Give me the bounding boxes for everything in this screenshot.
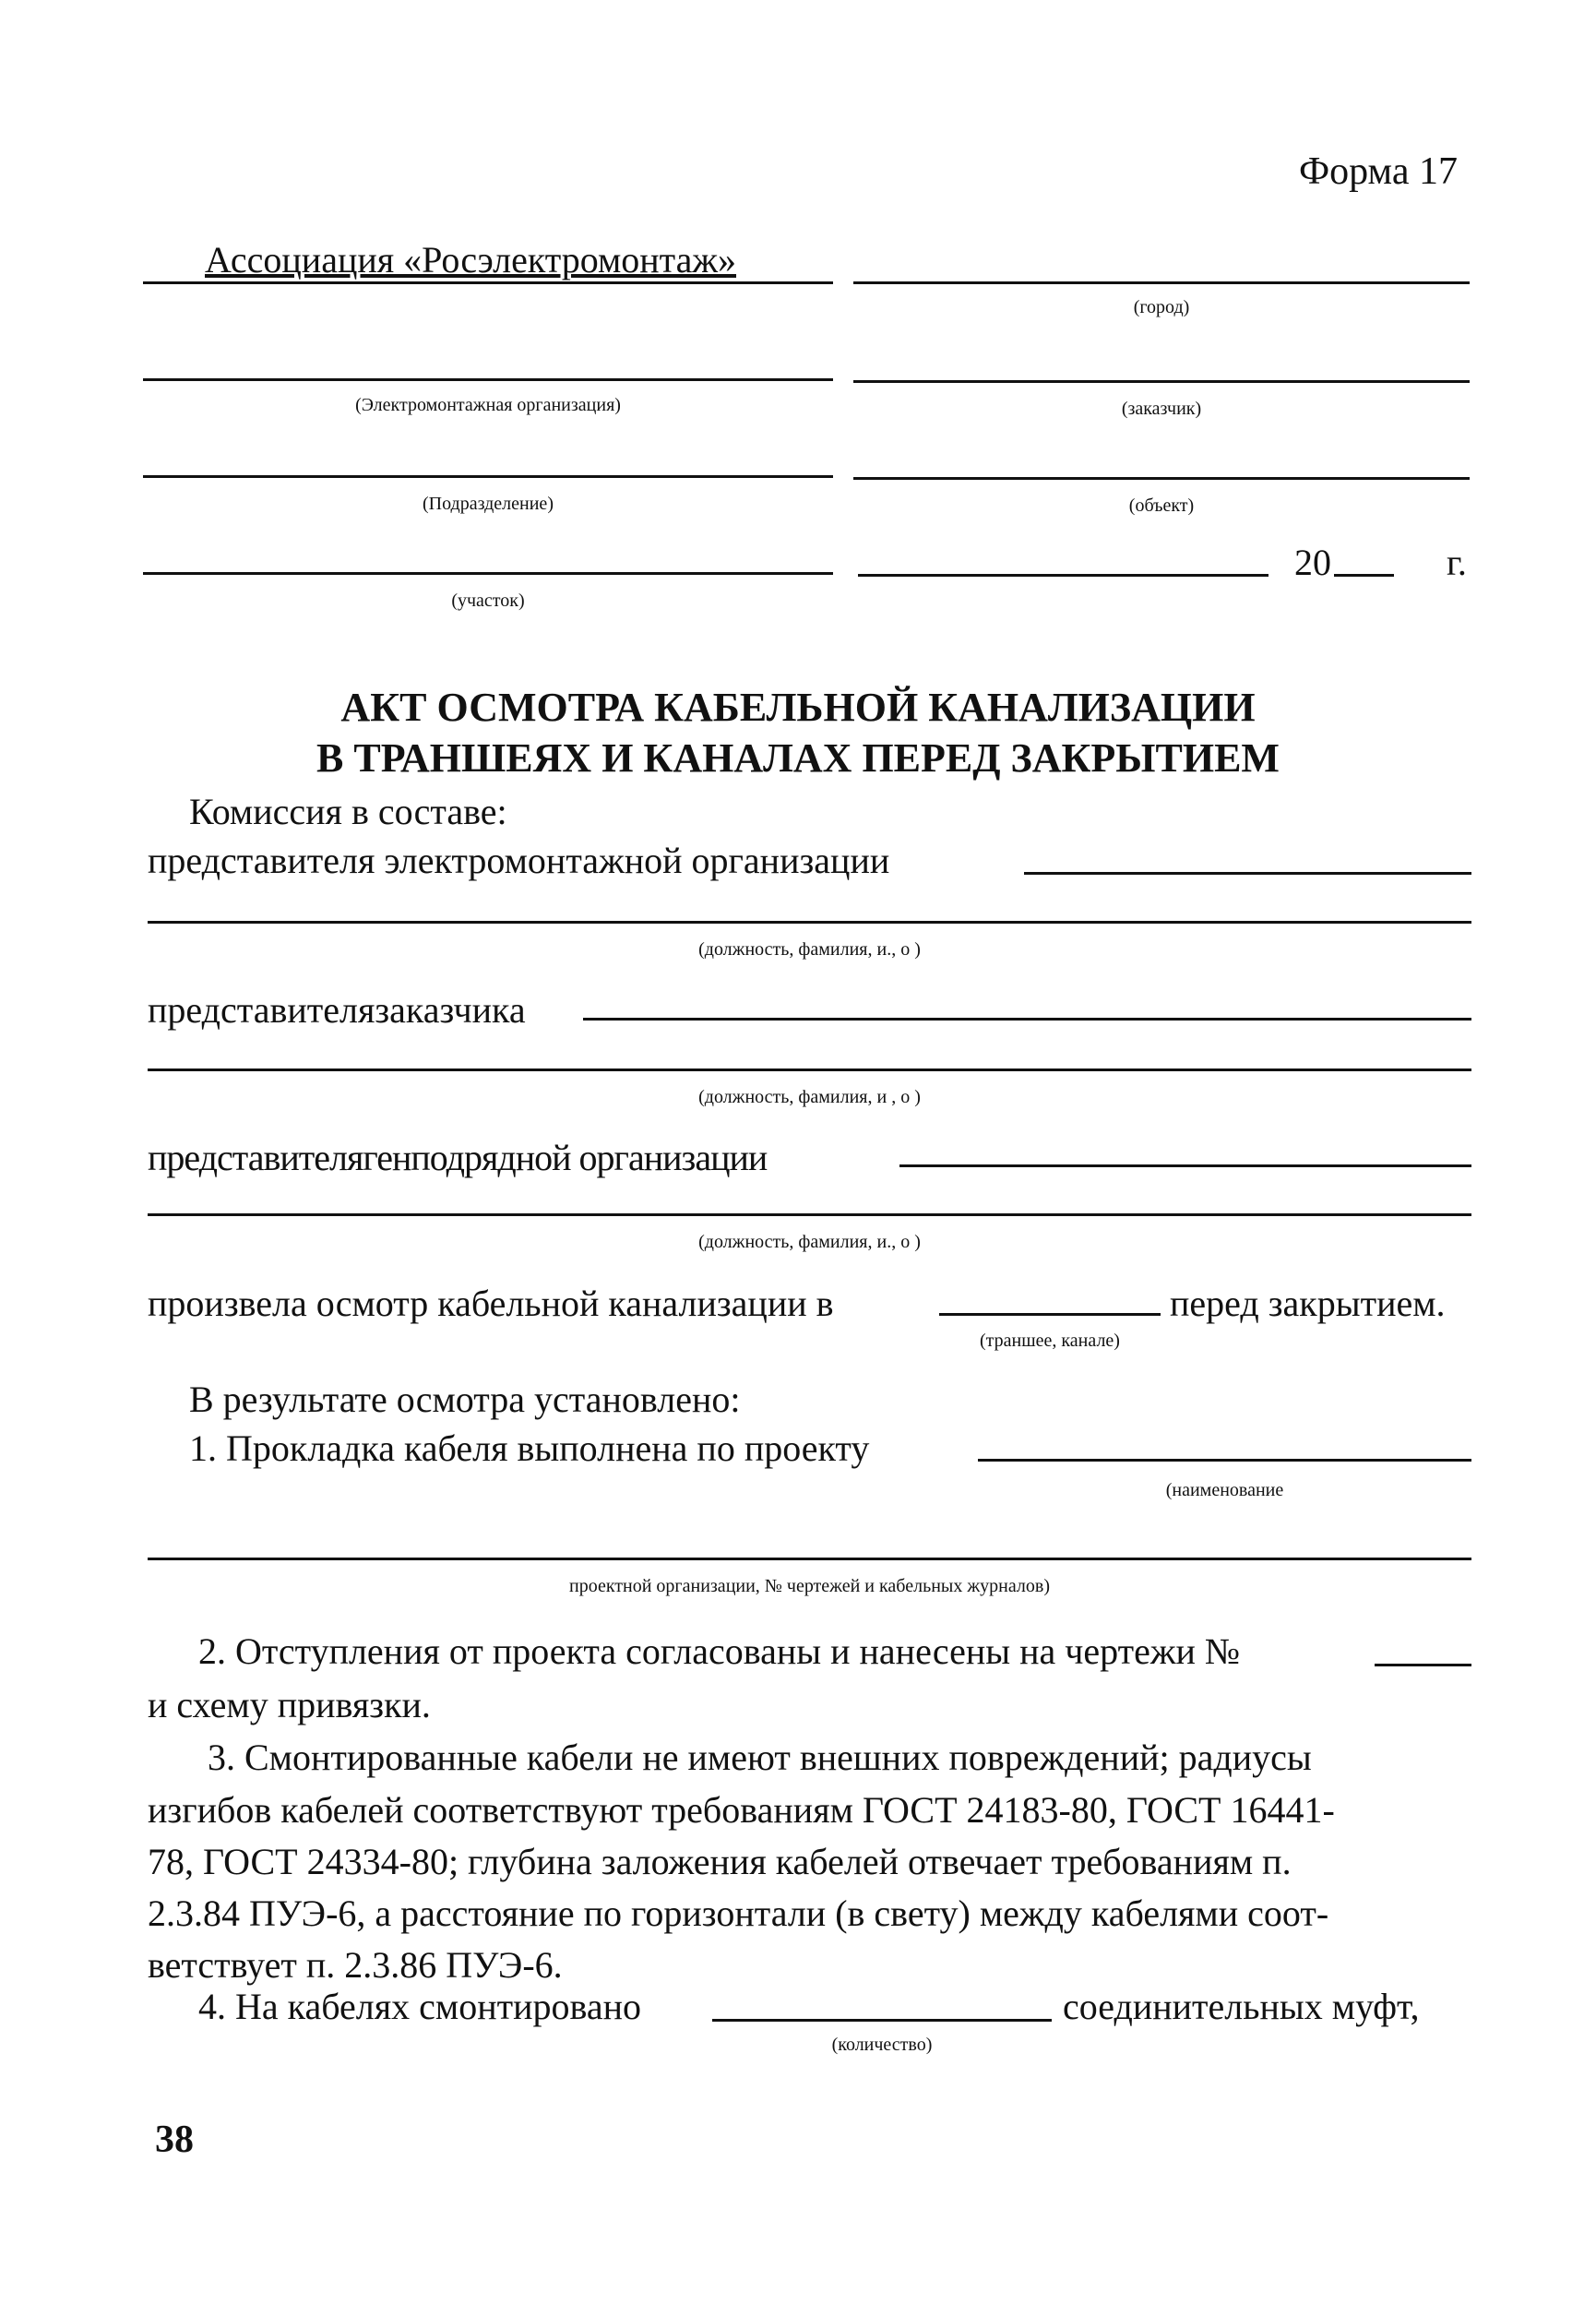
result-intro: В результате осмотра установлено: xyxy=(189,1379,741,1420)
rep-electro-position-field[interactable] xyxy=(148,921,1471,924)
quantity-caption: (количество) xyxy=(831,2035,933,2055)
item3-line5: ветствует п. 2.3.86 ПУЭ-6. xyxy=(148,1944,563,1986)
city-caption: (город) xyxy=(1133,297,1190,317)
date-year-prefix: 20 xyxy=(1294,542,1331,583)
rep-customer-position-field[interactable] xyxy=(148,1068,1471,1071)
page-number: 38 xyxy=(155,2119,194,2161)
item4-suffix: соединительных муфт, xyxy=(1063,1986,1420,2027)
object-field[interactable] xyxy=(853,477,1470,480)
project-details-caption: проектной организации, № чертежей и кабельных журналов) xyxy=(569,1576,1050,1596)
item4-prefix: 4. На кабелях смонтировано xyxy=(198,1986,642,2027)
trench-caption: (траншее, канале) xyxy=(980,1331,1120,1351)
project-name-caption: (наименование xyxy=(1165,1480,1284,1500)
item2-line2: и схему привязки. xyxy=(148,1684,431,1725)
item3-line1: 3. Смонтированные кабели не имеют внешних повреждений; радиусы xyxy=(208,1737,1312,1778)
rep-customer-label: представителязаказчика xyxy=(148,989,526,1031)
rep-electro-field[interactable] xyxy=(1024,872,1471,875)
site-field[interactable] xyxy=(143,572,833,575)
customer-field[interactable] xyxy=(853,380,1470,383)
rep-electro-caption: (должность, фамилия, и., о ) xyxy=(698,939,921,960)
form-number: Форма 17 xyxy=(1299,150,1458,193)
project-name-field[interactable] xyxy=(978,1459,1471,1462)
rep-general-caption: (должность, фамилия, и., о ) xyxy=(698,1232,921,1252)
rep-electro-label: представителя электромонтажной организации xyxy=(148,840,890,881)
item2-line1: 2. Отступления от проекта согласованы и нанесены на чертежи № xyxy=(198,1630,1241,1672)
rep-general-field[interactable] xyxy=(899,1164,1471,1167)
rep-customer-caption: (должность, фамилия, и , о ) xyxy=(698,1087,921,1107)
project-details-field[interactable] xyxy=(148,1558,1471,1560)
city-field[interactable] xyxy=(853,281,1470,284)
association-underline xyxy=(143,281,833,284)
commission-label: Комиссия в составе: xyxy=(189,791,507,832)
rep-general-position-field[interactable] xyxy=(148,1213,1471,1216)
date-year-suffix: г. xyxy=(1447,542,1467,583)
date-year-field[interactable] xyxy=(1334,574,1394,577)
site-caption: (участок) xyxy=(451,591,525,611)
trench-field[interactable] xyxy=(939,1313,1161,1316)
customer-caption: (заказчик) xyxy=(1121,399,1202,419)
org-field[interactable] xyxy=(143,378,833,381)
rep-customer-field[interactable] xyxy=(583,1018,1471,1021)
association-name: Ассоциация «Росэлектромонтаж» xyxy=(205,239,737,281)
document-title-line1: АКТ ОСМОТРА КАБЕЛЬНОЙ КАНАЛИЗАЦИИ xyxy=(340,685,1256,730)
item1-label: 1. Прокладка кабеля выполнена по проекту xyxy=(189,1427,870,1469)
item3-line4: 2.3.84 ПУЭ-6, а расстояние по горизонтали (в свету) между кабелями соот- xyxy=(148,1892,1329,1934)
rep-general-label: представителягенподрядной организации xyxy=(148,1137,768,1178)
item3-line2: изгибов кабелей соответствуют требованиям ГОСТ 24183-80, ГОСТ 16441- xyxy=(148,1789,1335,1831)
inspection-suffix: перед закрытием. xyxy=(1170,1283,1446,1324)
org-caption: (Электромонтажная организация) xyxy=(355,395,621,415)
document-title-line2: В ТРАНШЕЯХ И КАНАЛАХ ПЕРЕД ЗАКРЫТИЕМ xyxy=(316,735,1280,781)
coupling-quantity-field[interactable] xyxy=(712,2019,1052,2022)
division-caption: (Подразделение) xyxy=(423,494,554,514)
inspection-prefix: произвела осмотр кабельной канализации в xyxy=(148,1283,834,1324)
division-field[interactable] xyxy=(143,475,833,478)
item3-line3: 78, ГОСТ 24334-80; глубина заложения кабелей отвечает требованиям п. xyxy=(148,1841,1292,1882)
object-caption: (объект) xyxy=(1128,495,1195,516)
date-day-month-field[interactable] xyxy=(858,574,1268,577)
drawing-number-field[interactable] xyxy=(1375,1664,1471,1666)
